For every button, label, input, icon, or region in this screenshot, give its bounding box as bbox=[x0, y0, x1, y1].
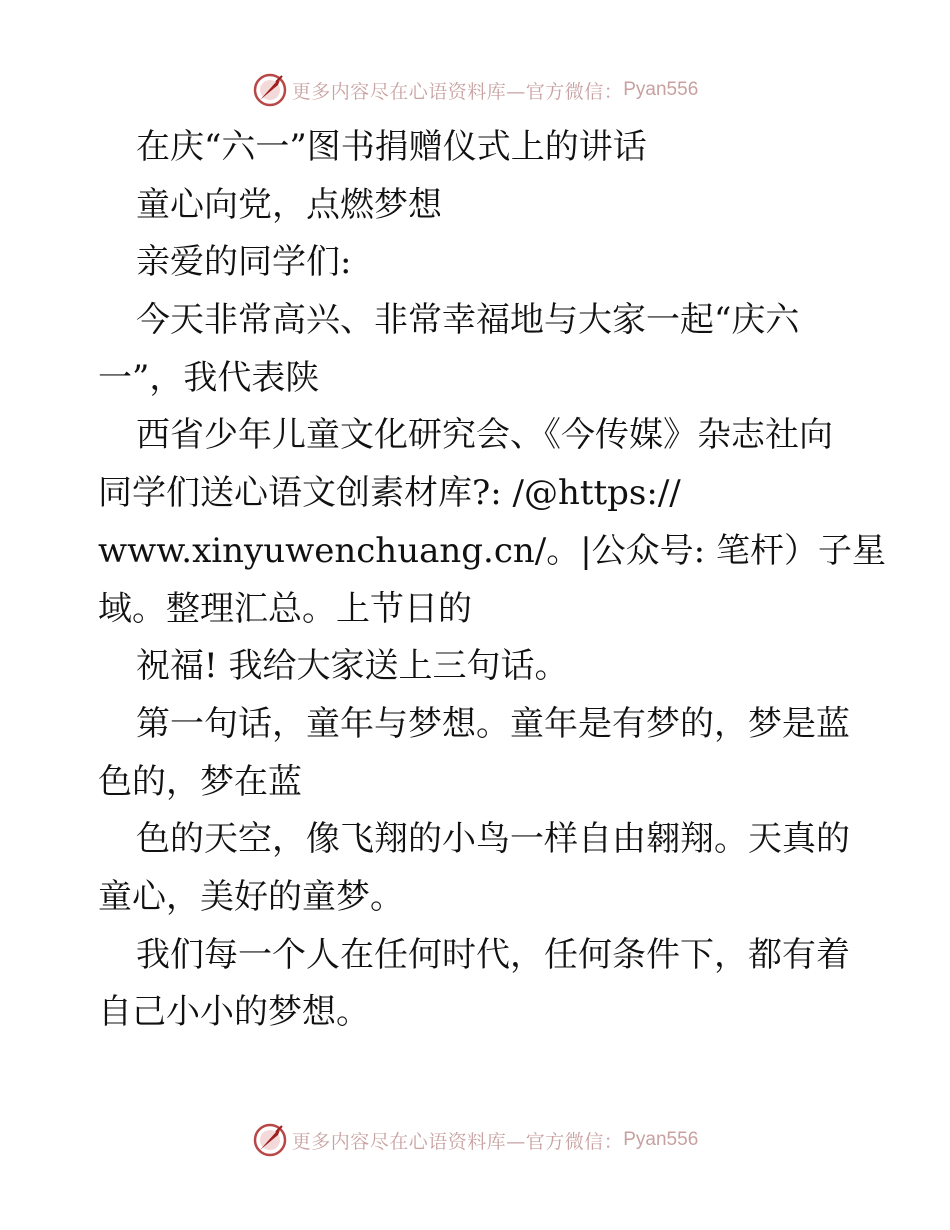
watermark-wechat-id: Pyan556 bbox=[623, 79, 699, 100]
text-line: 今天非常高兴、非常幸福地与大家一起“庆六 bbox=[136, 300, 800, 341]
watermark-text: 更多内容尽在心语资料库—官方微信： bbox=[291, 80, 624, 103]
text-line: 亲爱的同学们: bbox=[136, 242, 352, 283]
speech-body bbox=[98, 119, 886, 1042]
text-line: 自己小小的梦想。 bbox=[98, 992, 370, 1033]
text-line: 色的，梦在蓝 bbox=[98, 761, 302, 802]
text-line: 童心，美好的童梦。 bbox=[98, 876, 404, 917]
text-line: 色的天空，像飞翔的小鸟一样自由翱翔。天真的 bbox=[136, 819, 850, 860]
header-watermark bbox=[0, 70, 950, 110]
text-line: 西省少年儿童文化研究会、《今传媒》杂志社向 bbox=[136, 415, 833, 456]
quill-pen-logo-icon bbox=[252, 1122, 288, 1158]
watermark-wechat-id: Pyan556 bbox=[623, 1129, 699, 1150]
text-line: 在庆“六一”图书捐赠仪式上的讲话 bbox=[136, 127, 647, 167]
footer-watermark bbox=[0, 1120, 950, 1160]
text-line: 域。整理汇总。上节日的 bbox=[98, 588, 472, 629]
text-line: 祝福! 我给大家送上三句话。 bbox=[136, 646, 569, 687]
text-line: 同学们送心语文创素材库?: /@https:// bbox=[98, 473, 681, 514]
quill-pen-logo-icon bbox=[252, 72, 288, 108]
text-line: 一”，我代表陕 bbox=[98, 357, 320, 398]
watermark-text: 更多内容尽在心语资料库—官方微信： bbox=[291, 1130, 624, 1153]
text-line: 童心向党，点燃梦想 bbox=[136, 184, 442, 225]
text-line: 我们每一个人在任何时代，任何条件下，都有着 bbox=[136, 934, 850, 975]
text-line: 第一句话，童年与梦想。童年是有梦的，梦是蓝 bbox=[136, 703, 850, 744]
text-line: www.xinyuwenchuang.cn/。|公众号: 笔杆）子星 bbox=[98, 530, 886, 571]
